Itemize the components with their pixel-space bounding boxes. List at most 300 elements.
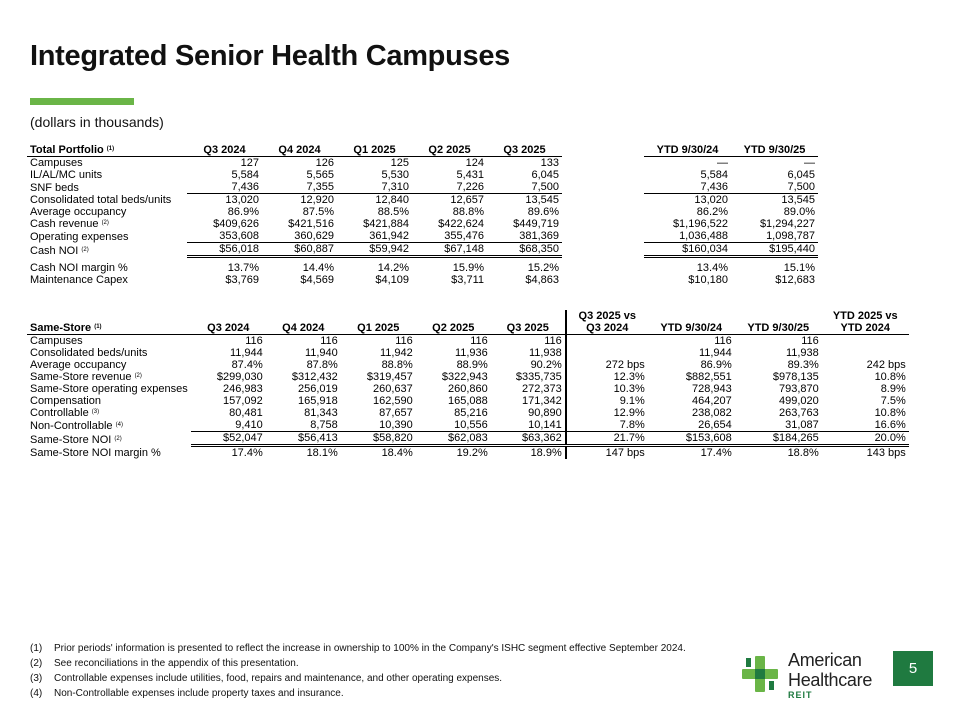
footnote-ref: (1) bbox=[106, 146, 115, 152]
table-cell: 116 bbox=[395, 335, 413, 347]
table-cell: 7,436 bbox=[187, 181, 262, 194]
empty-cell bbox=[562, 218, 644, 230]
table-cell: $335,735 bbox=[515, 371, 562, 383]
footnote bbox=[30, 686, 686, 701]
table-cell: 85,216 bbox=[454, 407, 488, 419]
table-cell: 12.9% bbox=[566, 407, 648, 419]
table-cell: $882,551 bbox=[685, 371, 732, 383]
total-portfolio-table bbox=[27, 144, 905, 286]
empty-cell bbox=[562, 262, 644, 274]
table-cell: $195,440 bbox=[731, 243, 818, 257]
row-label-text: Cash NOI margin % bbox=[30, 262, 128, 274]
table-cell: 11,944 bbox=[698, 347, 732, 359]
empty-header bbox=[341, 310, 416, 322]
row-label bbox=[27, 218, 187, 230]
empty-header bbox=[27, 310, 191, 322]
column-header: Q3 2025 bbox=[491, 322, 566, 335]
table-cell: $4,109 bbox=[375, 274, 409, 286]
table-row bbox=[27, 371, 909, 383]
footnote-text: Prior periods' information is presented to reflect the increase in ownership to 100% in the Company's ISHC segment effective September 2024. bbox=[54, 643, 686, 654]
column-header: Q2 2025 bbox=[416, 322, 491, 335]
table-cell: 1,036,488 bbox=[644, 230, 731, 243]
row-label bbox=[27, 274, 187, 286]
table-cell: 11,944 bbox=[229, 347, 263, 359]
cross-logo-icon bbox=[740, 654, 780, 694]
table-cell: — bbox=[717, 157, 728, 169]
empty-header bbox=[491, 310, 566, 322]
row-label bbox=[27, 432, 191, 446]
empty-cell bbox=[562, 243, 644, 257]
table-cell: 6,045 bbox=[787, 169, 815, 181]
row-label bbox=[27, 230, 187, 243]
table-cell: $319,457 bbox=[366, 371, 413, 383]
page-title: Integrated Senior Health Campuses bbox=[30, 40, 510, 72]
table-cell bbox=[566, 347, 648, 359]
table-cell: $63,362 bbox=[491, 432, 566, 446]
column-header: YTD 2024 bbox=[822, 322, 909, 335]
table-cell: 10.8% bbox=[874, 407, 906, 419]
row-label bbox=[27, 395, 191, 407]
table-cell: 80,481 bbox=[229, 407, 263, 419]
table-cell: 464,207 bbox=[692, 395, 732, 407]
empty-header bbox=[266, 310, 341, 322]
table-cell: $184,265 bbox=[735, 432, 822, 446]
table-cell: 14.2% bbox=[377, 262, 409, 274]
table-cell: 87,657 bbox=[379, 407, 413, 419]
table-cell: 5,584 bbox=[231, 169, 259, 181]
table-cell: 9,410 bbox=[191, 419, 266, 432]
table-cell: 89.6% bbox=[527, 206, 559, 218]
table-cell: 17.4% bbox=[700, 447, 732, 459]
table-cell: 15.1% bbox=[783, 262, 815, 274]
table-cell bbox=[822, 335, 909, 348]
section-label bbox=[27, 144, 187, 157]
row-label bbox=[27, 371, 191, 383]
table-cell: 361,942 bbox=[337, 230, 412, 243]
table-cell: $978,135 bbox=[772, 371, 819, 383]
logo-line-1: American bbox=[788, 650, 862, 670]
empty-cell bbox=[818, 262, 905, 274]
table-row bbox=[27, 274, 905, 286]
table-cell: 88.9% bbox=[456, 359, 488, 371]
table-cell: 499,020 bbox=[779, 395, 819, 407]
column-header: YTD 9/30/25 bbox=[731, 144, 818, 157]
footnote-ref: (2) bbox=[114, 435, 122, 442]
table-cell: 21.7% bbox=[566, 432, 648, 446]
footnote-number: (4) bbox=[30, 688, 43, 699]
table-cell: 5,431 bbox=[456, 169, 484, 181]
column-header: Q3 2025 bbox=[487, 144, 562, 157]
table-cell: 88.8% bbox=[452, 206, 484, 218]
row-label-text: Campuses bbox=[30, 157, 83, 169]
table-cell: $67,148 bbox=[412, 243, 487, 257]
empty-cell bbox=[562, 181, 644, 194]
table-cell: 86.9% bbox=[700, 359, 732, 371]
table-cell: $52,047 bbox=[191, 432, 266, 446]
table-cell: $160,034 bbox=[644, 243, 731, 257]
table-cell: 13.4% bbox=[696, 262, 728, 274]
table-cell: 381,369 bbox=[487, 230, 562, 243]
table-cell: 87.4% bbox=[231, 359, 263, 371]
row-label-text: Average occupancy bbox=[30, 206, 127, 218]
table-cell: 8.9% bbox=[880, 383, 906, 395]
table-cell: 87.8% bbox=[306, 359, 338, 371]
column-header: Q4 2024 bbox=[266, 322, 341, 335]
column-header: Q3 2024 bbox=[191, 322, 266, 335]
logo-reit: REIT bbox=[788, 690, 813, 700]
table-cell: 143 bps bbox=[866, 447, 906, 459]
row-label-text: SNF beds bbox=[30, 181, 79, 194]
table-cell: $62,083 bbox=[416, 432, 491, 446]
footnote-number: (3) bbox=[30, 673, 43, 684]
footnote-number: (1) bbox=[30, 643, 43, 654]
table-row bbox=[27, 157, 905, 170]
table-cell: $422,624 bbox=[438, 218, 484, 230]
footnote-ref: (2) bbox=[101, 220, 109, 226]
table-cell: 116 bbox=[801, 335, 819, 347]
row-label bbox=[27, 419, 191, 432]
table-cell: 15.9% bbox=[452, 262, 484, 274]
row-label-text: Average occupancy bbox=[30, 359, 127, 371]
table-cell: 13,020 bbox=[694, 194, 728, 206]
table-cell: 157,092 bbox=[223, 395, 263, 407]
table-cell: 7,500 bbox=[487, 181, 562, 194]
column-header: Q3 2024 bbox=[566, 322, 648, 335]
table-cell: 165,918 bbox=[298, 395, 338, 407]
table-cell: 87.5% bbox=[302, 206, 334, 218]
table-cell: 7,355 bbox=[262, 181, 337, 194]
table-cell: 18.8% bbox=[787, 447, 819, 459]
company-logo bbox=[740, 650, 880, 700]
table-cell: $1,294,227 bbox=[759, 218, 815, 230]
table-cell: 116 bbox=[544, 335, 562, 347]
row-label-text: Cash NOI bbox=[30, 244, 79, 257]
row-label-text: Cash revenue bbox=[30, 218, 99, 230]
table-cell: 6,045 bbox=[531, 169, 559, 181]
row-label-text: Same-Store revenue bbox=[30, 371, 132, 383]
table-cell: 18.9% bbox=[530, 447, 562, 459]
row-label-text: IL/AL/MC units bbox=[30, 169, 103, 181]
table-cell: 18.1% bbox=[306, 447, 338, 459]
empty-header bbox=[735, 310, 822, 322]
same-store-table bbox=[27, 310, 909, 459]
row-label-text: Compensation bbox=[30, 395, 101, 407]
row-label bbox=[27, 206, 187, 218]
table-cell: $312,432 bbox=[291, 371, 338, 383]
table-row bbox=[27, 419, 909, 432]
empty-cell bbox=[818, 157, 905, 170]
table-cell: 355,476 bbox=[412, 230, 487, 243]
title-accent-bar bbox=[30, 98, 134, 105]
footnote-text: Controllable expenses include utilities, food, repairs and maintenance, and other operating expenses. bbox=[54, 673, 503, 684]
table-cell: 7,310 bbox=[337, 181, 412, 194]
table-cell: 125 bbox=[390, 157, 409, 169]
table-cell: 13,545 bbox=[781, 194, 815, 206]
empty-cell bbox=[818, 274, 905, 286]
empty-cell bbox=[562, 274, 644, 286]
table-cell: 5,584 bbox=[700, 169, 728, 181]
empty-cell bbox=[818, 181, 905, 194]
empty-cell bbox=[562, 206, 644, 218]
table-cell: 20.0% bbox=[822, 432, 909, 446]
table-cell: 5,565 bbox=[306, 169, 334, 181]
table-row bbox=[27, 347, 909, 359]
table-row bbox=[27, 262, 905, 274]
table-row bbox=[27, 194, 905, 207]
table-cell: $68,350 bbox=[487, 243, 562, 257]
table-cell: 171,342 bbox=[522, 395, 562, 407]
column-header: Q2 2025 bbox=[412, 144, 487, 157]
row-label-text: Maintenance Capex bbox=[30, 274, 128, 286]
table-cell: 13.7% bbox=[227, 262, 259, 274]
footnote bbox=[30, 641, 686, 656]
table-cell: 5,530 bbox=[381, 169, 409, 181]
empty-cell bbox=[818, 230, 905, 243]
table-cell: 7.5% bbox=[880, 395, 906, 407]
table-cell: 147 bps bbox=[566, 446, 648, 460]
table-cell: 90,890 bbox=[528, 407, 562, 419]
table-cell: 7.8% bbox=[566, 419, 648, 432]
table-cell: 116 bbox=[320, 335, 338, 347]
row-label bbox=[27, 243, 187, 257]
row-label bbox=[27, 194, 187, 207]
table-cell: $421,884 bbox=[363, 218, 409, 230]
footnote-ref: (2) bbox=[134, 373, 142, 379]
table-cell: 260,637 bbox=[373, 383, 413, 395]
row-label-text: Consolidated beds/units bbox=[30, 347, 148, 359]
table-cell: $58,820 bbox=[341, 432, 416, 446]
empty-cell bbox=[818, 218, 905, 230]
table-row bbox=[27, 359, 909, 371]
table-cell: 11,940 bbox=[304, 347, 338, 359]
table-cell: 10,141 bbox=[491, 419, 566, 432]
table-cell: 126 bbox=[315, 157, 334, 169]
row-label-text: Same-Store NOI margin % bbox=[30, 447, 161, 459]
section-label bbox=[27, 322, 191, 335]
table-row bbox=[27, 243, 905, 257]
table-cell: 81,343 bbox=[304, 407, 338, 419]
table-row bbox=[27, 230, 905, 243]
table-cell: 26,654 bbox=[648, 419, 735, 432]
table-cell: $322,943 bbox=[441, 371, 488, 383]
table-cell: 728,943 bbox=[692, 383, 732, 395]
column-header: Q3 2025 vs bbox=[566, 310, 648, 322]
column-header: YTD 9/30/24 bbox=[644, 144, 731, 157]
footnote-ref: (2) bbox=[81, 246, 89, 253]
row-label-text: Same-Store NOI bbox=[30, 433, 112, 446]
table-cell: 86.9% bbox=[227, 206, 259, 218]
table-cell: $10,180 bbox=[688, 274, 728, 286]
table-row bbox=[27, 181, 905, 194]
table-cell: 116 bbox=[714, 335, 732, 347]
row-label bbox=[27, 347, 191, 359]
table-cell: $3,769 bbox=[225, 274, 259, 286]
footnote-text: See reconciliations in the appendix of this presentation. bbox=[54, 658, 299, 669]
table-cell: 133 bbox=[540, 157, 559, 169]
footnote-text: Non-Controllable expenses include property taxes and insurance. bbox=[54, 688, 344, 699]
table-cell: 360,629 bbox=[262, 230, 337, 243]
table-cell: 263,763 bbox=[779, 407, 819, 419]
table-cell: 793,870 bbox=[779, 383, 819, 395]
units-subtitle: (dollars in thousands) bbox=[30, 114, 164, 130]
row-label bbox=[27, 157, 187, 170]
table-cell: 10.8% bbox=[874, 371, 906, 383]
table-cell: 246,983 bbox=[223, 383, 263, 395]
table-cell: 89.0% bbox=[783, 206, 815, 218]
footnote-ref: (3) bbox=[91, 409, 100, 415]
empty-cell bbox=[818, 206, 905, 218]
empty-header bbox=[648, 310, 735, 322]
row-label bbox=[27, 181, 187, 194]
column-header: YTD 9/30/24 bbox=[648, 322, 735, 335]
row-label-text: Non-Controllable bbox=[30, 419, 113, 432]
table-cell: 256,019 bbox=[298, 383, 338, 395]
table-cell bbox=[566, 335, 648, 348]
table-cell: 86.2% bbox=[696, 206, 728, 218]
table-cell: 7,500 bbox=[731, 181, 818, 194]
footnote-number: (2) bbox=[30, 658, 43, 669]
table-cell: 13,545 bbox=[525, 194, 559, 206]
row-label-text: Operating expenses bbox=[30, 230, 129, 243]
table-cell: — bbox=[804, 157, 815, 169]
column-header: YTD 2025 vs bbox=[832, 310, 898, 322]
table-cell: 15.2% bbox=[527, 262, 559, 274]
table-cell: 124 bbox=[465, 157, 484, 169]
table-cell: 19.2% bbox=[456, 447, 488, 459]
logo-line-2: Healthcare bbox=[788, 670, 873, 690]
table-cell: $449,719 bbox=[513, 218, 559, 230]
table-row bbox=[27, 407, 909, 419]
table-cell: 10,390 bbox=[341, 419, 416, 432]
table-cell: 9.1% bbox=[566, 395, 648, 407]
table-cell: 10,556 bbox=[416, 419, 491, 432]
row-label-text: Controllable bbox=[30, 407, 89, 419]
table-cell: 127 bbox=[240, 157, 259, 169]
table-cell: $3,711 bbox=[451, 274, 484, 286]
table-cell: 31,087 bbox=[735, 419, 822, 432]
table-cell bbox=[822, 347, 909, 359]
column-header: Q4 2024 bbox=[262, 144, 337, 157]
empty-header bbox=[818, 144, 905, 157]
table-cell: $299,030 bbox=[216, 371, 263, 383]
table-cell: 11,942 bbox=[379, 347, 413, 359]
table-cell: 10.3% bbox=[566, 383, 648, 395]
table-cell: 242 bps bbox=[866, 359, 906, 371]
section-label-text: Total Portfolio bbox=[30, 144, 104, 156]
table-cell: 88.5% bbox=[377, 206, 409, 218]
table-cell: 11,936 bbox=[454, 347, 488, 359]
row-label bbox=[27, 407, 191, 419]
table-cell: 272 bps bbox=[566, 359, 648, 371]
table-cell: $4,863 bbox=[525, 274, 559, 286]
table-cell: 90.2% bbox=[530, 359, 562, 371]
table-cell: 116 bbox=[245, 335, 263, 347]
table-row bbox=[27, 383, 909, 395]
row-label bbox=[27, 359, 191, 371]
table-cell: 11,938 bbox=[785, 347, 819, 359]
empty-cell bbox=[562, 169, 644, 181]
row-label bbox=[27, 383, 191, 395]
table-row bbox=[27, 395, 909, 407]
column-header: Q1 2025 bbox=[337, 144, 412, 157]
row-label bbox=[27, 262, 187, 274]
footnote bbox=[30, 656, 686, 671]
table-cell: 11,938 bbox=[528, 347, 562, 359]
column-header: Q3 2024 bbox=[187, 144, 262, 157]
table-cell: $60,887 bbox=[262, 243, 337, 257]
table-cell: 260,860 bbox=[448, 383, 488, 395]
row-label-text: Same-Store operating expenses bbox=[30, 383, 188, 395]
table-cell: $56,018 bbox=[187, 243, 262, 257]
header-row-top bbox=[27, 310, 909, 322]
row-label bbox=[27, 169, 187, 181]
table-row bbox=[27, 206, 905, 218]
empty-cell bbox=[562, 230, 644, 243]
footnotes bbox=[30, 641, 686, 701]
table-cell: 13,020 bbox=[225, 194, 259, 206]
table-cell: $409,626 bbox=[213, 218, 259, 230]
empty-cell bbox=[818, 169, 905, 181]
table-cell: $59,942 bbox=[337, 243, 412, 257]
table-cell: 165,088 bbox=[448, 395, 488, 407]
column-header: Q1 2025 bbox=[341, 322, 416, 335]
table-row bbox=[27, 218, 905, 230]
column-header: YTD 9/30/25 bbox=[735, 322, 822, 335]
footnote-ref: (1) bbox=[94, 324, 102, 330]
table-cell: $56,413 bbox=[266, 432, 341, 446]
table-cell: 12,840 bbox=[375, 194, 409, 206]
footnote bbox=[30, 671, 686, 686]
table-cell: 14.4% bbox=[302, 262, 334, 274]
table-cell: 7,436 bbox=[644, 181, 731, 194]
table-cell: 17.4% bbox=[231, 447, 263, 459]
table-cell: 238,082 bbox=[692, 407, 732, 419]
table-cell: $153,608 bbox=[648, 432, 735, 446]
empty-header bbox=[416, 310, 491, 322]
table-row bbox=[27, 432, 909, 446]
table-row bbox=[27, 335, 909, 348]
table-cell: 353,608 bbox=[187, 230, 262, 243]
table-cell: 8,758 bbox=[266, 419, 341, 432]
table-cell: 1,098,787 bbox=[731, 230, 818, 243]
page-number: 5 bbox=[893, 651, 933, 686]
table-cell: 88.8% bbox=[381, 359, 413, 371]
table-cell: 12,920 bbox=[300, 194, 334, 206]
header-row bbox=[27, 322, 909, 335]
row-label bbox=[27, 446, 191, 460]
table-cell: 18.4% bbox=[381, 447, 413, 459]
table-cell: 272,373 bbox=[522, 383, 562, 395]
table-cell: 12,657 bbox=[450, 194, 484, 206]
row-label-text: Campuses bbox=[30, 335, 83, 347]
table-cell: 116 bbox=[470, 335, 488, 347]
table-cell: 7,226 bbox=[412, 181, 487, 194]
logo-wordmark bbox=[788, 650, 872, 690]
row-label bbox=[27, 335, 191, 348]
table-row bbox=[27, 446, 909, 460]
empty-cell bbox=[562, 194, 644, 207]
footnote-ref: (4) bbox=[115, 421, 123, 428]
table-cell: $12,683 bbox=[775, 274, 815, 286]
table-cell: 16.6% bbox=[822, 419, 909, 432]
table-cell: 89.3% bbox=[787, 359, 819, 371]
empty-header bbox=[191, 310, 266, 322]
table-cell: 12.3% bbox=[566, 371, 648, 383]
section-label-text: Same-Store bbox=[30, 322, 92, 334]
table-row bbox=[27, 169, 905, 181]
table-cell: 162,590 bbox=[373, 395, 413, 407]
empty-header bbox=[562, 144, 644, 157]
